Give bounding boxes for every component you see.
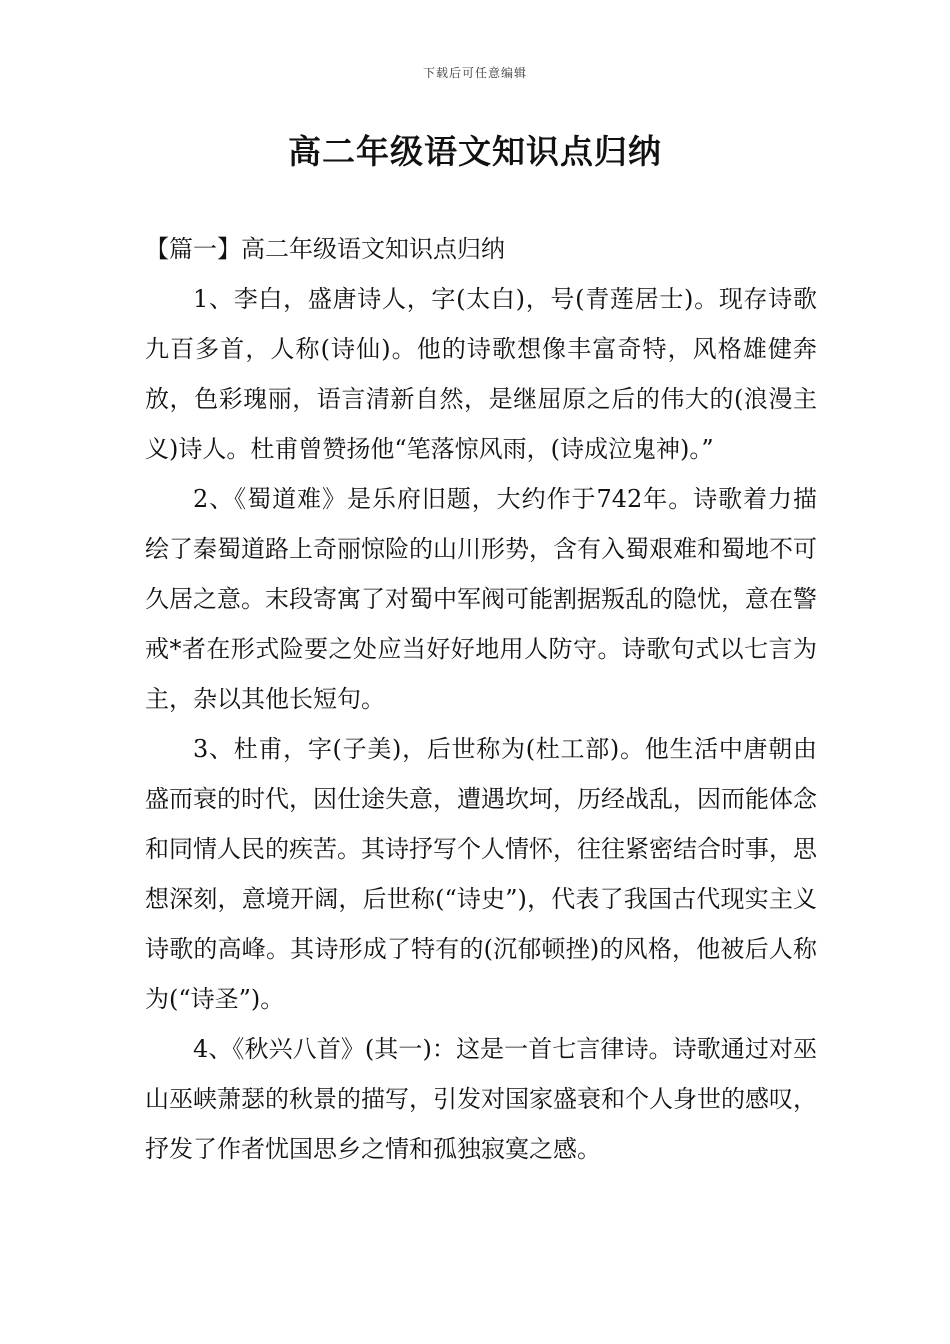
header-note: 下载后可任意编辑: [422, 66, 527, 80]
section-heading: 【篇一】高二年级语文知识点归纳: [145, 235, 505, 263]
paragraph-2: 2、《蜀道难》是乐府旧题，大约作于742年。诗歌着力描绘了秦蜀道路上奇丽惊险的山川形势，含有入蜀艰难和蜀地不可久居之意。末段寄寓了对蜀中军阀可能割据叛乱的隐忧，意在警戒*者在形式险要之处应当好好地用人防守。诗歌句式以七言为主，杂以其他长短句。: [145, 485, 817, 713]
paragraph-4: 4、《秋兴八首》(其一)：这是一首七言律诗。诗歌通过对巫山巫峡萧瑟的秋景的描写，引发对国家盛衰和个人身世的感叹，抒发了作者忧国思乡之情和孤独寂寞之感。: [145, 1035, 817, 1163]
paragraph-1: 1、李白，盛唐诗人，字(太白)，号(青莲居士)。现存诗歌九百多首，人称(诗仙)。他的诗歌想像丰富奇特，风格雄健奔放，色彩瑰丽，语言清新自然，是继屈原之后的伟大的(浪漫主义)诗人。杜甫曾赞扬他“笔落惊风雨，(诗成泣鬼神)。”: [145, 285, 817, 463]
document-body: [145, 224, 817, 1174]
paragraph-3: 3、杜甫，字(子美)，后世称为(杜工部)。他生活中唐朝由盛而衰的时代，因仕途失意，遭遇坎坷，历经战乱，因而能体念和同情人民的疾苦。其诗抒写个人情怀，往往紧密结合时事，思想深刻，意境开阔，后世称(“诗史”)，代表了我国古代现实主义诗歌的高峰。其诗形成了特有的(沉郁顿挫)的风格，他被后人称为(“诗圣”)。: [145, 735, 817, 1013]
document-title: 高二年级语文知识点归纳: [288, 132, 662, 171]
